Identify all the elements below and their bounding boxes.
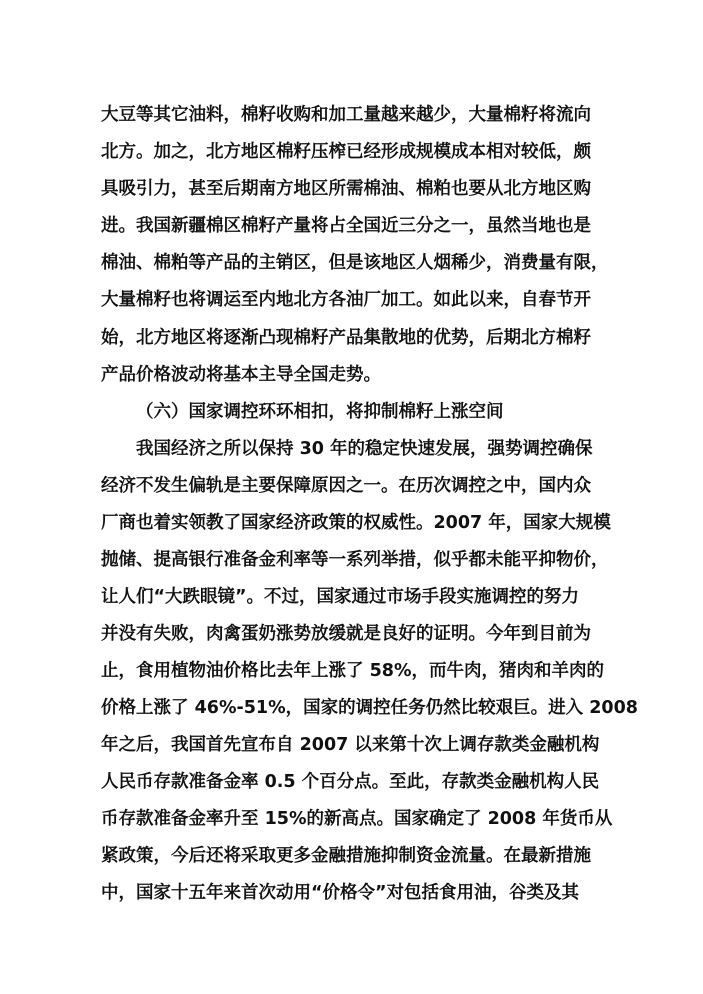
text-line-15: 并没有失败，肉禽蛋奶涨势放缓就是良好的证明。今年到目前为 [101,624,591,644]
text-line-12: 厂商也着实领教了国家经济政策的权威性。2007 年，国家大规模 [101,513,611,533]
text-line-14: 让人们“大跌眼镜”。不过，国家通过市场手段实施调控的努力 [101,587,580,607]
text-line-2: 北方。加之，北方地区棉籽压榨已经形成规模成本相对较低，颇 [101,142,591,162]
text-line-13: 抛储、提高银行准备金利率等一系列举措，似乎都未能平抑物价， [101,550,609,570]
text-line-8: 产品价格波动将基本主导全国走势。 [101,365,381,385]
text-line-5: 棉油、棉粕等产品的主销区，但是该地区人烟稀少，消费量有限， [101,253,609,273]
text-line-18: 年之后，我国首先宣布自 2007 以来第十次上调存款类金融机构 [101,735,600,755]
text-line-4: 进。我国新疆棉区棉籽产量将占全国近三分之一，虽然当地也是 [101,216,591,236]
text-line-3: 具吸引力，甚至后期南方地区所需棉油、棉粕也要从北方地区购 [101,179,591,199]
text-line-21: 紧政策，今后还将采取更多金融措施抑制资金流量。在最新措施 [101,846,591,866]
text-line-19: 人民币存款准备金率 0.5 个百分点。至此，存款类金融机构人民 [101,772,600,792]
text-line-6: 大量棉籽也将调运至内地北方各油厂加工。如此以来，自春节开 [101,290,591,310]
text-line-17: 价格上涨了 46%-51%，国家的调控任务仍然比较艰巨。进入 2008 [101,698,638,718]
section-heading: （六）国家调控环环相扣，将抑制棉籽上涨空间 [136,402,504,422]
text-line-22: 中，国家十五年来首次动用“价格令”对包括食用油，谷类及其 [101,883,580,903]
text-line-20: 币存款准备金率升至 15%的新高点。国家确定了 2008 年货币从 [101,809,613,829]
text-line-10: 我国经济之所以保持 30 年的稳定快速发展，强势调控确保 [136,439,593,459]
text-line-7: 始，北方地区将逐渐凸现棉籽产品集散地的优势，后期北方棉籽 [101,328,591,348]
text-line-1: 大豆等其它油料，棉籽收购和加工量越来越少，大量棉籽将流向 [101,105,591,125]
text-line-16: 止，食用植物油价格比去年上涨了 58%，而牛肉，猪肉和羊肉的 [101,661,604,681]
text-line-11: 经济不发生偏轨是主要保障原因之一。在历次调控之中，国内众 [101,476,591,496]
